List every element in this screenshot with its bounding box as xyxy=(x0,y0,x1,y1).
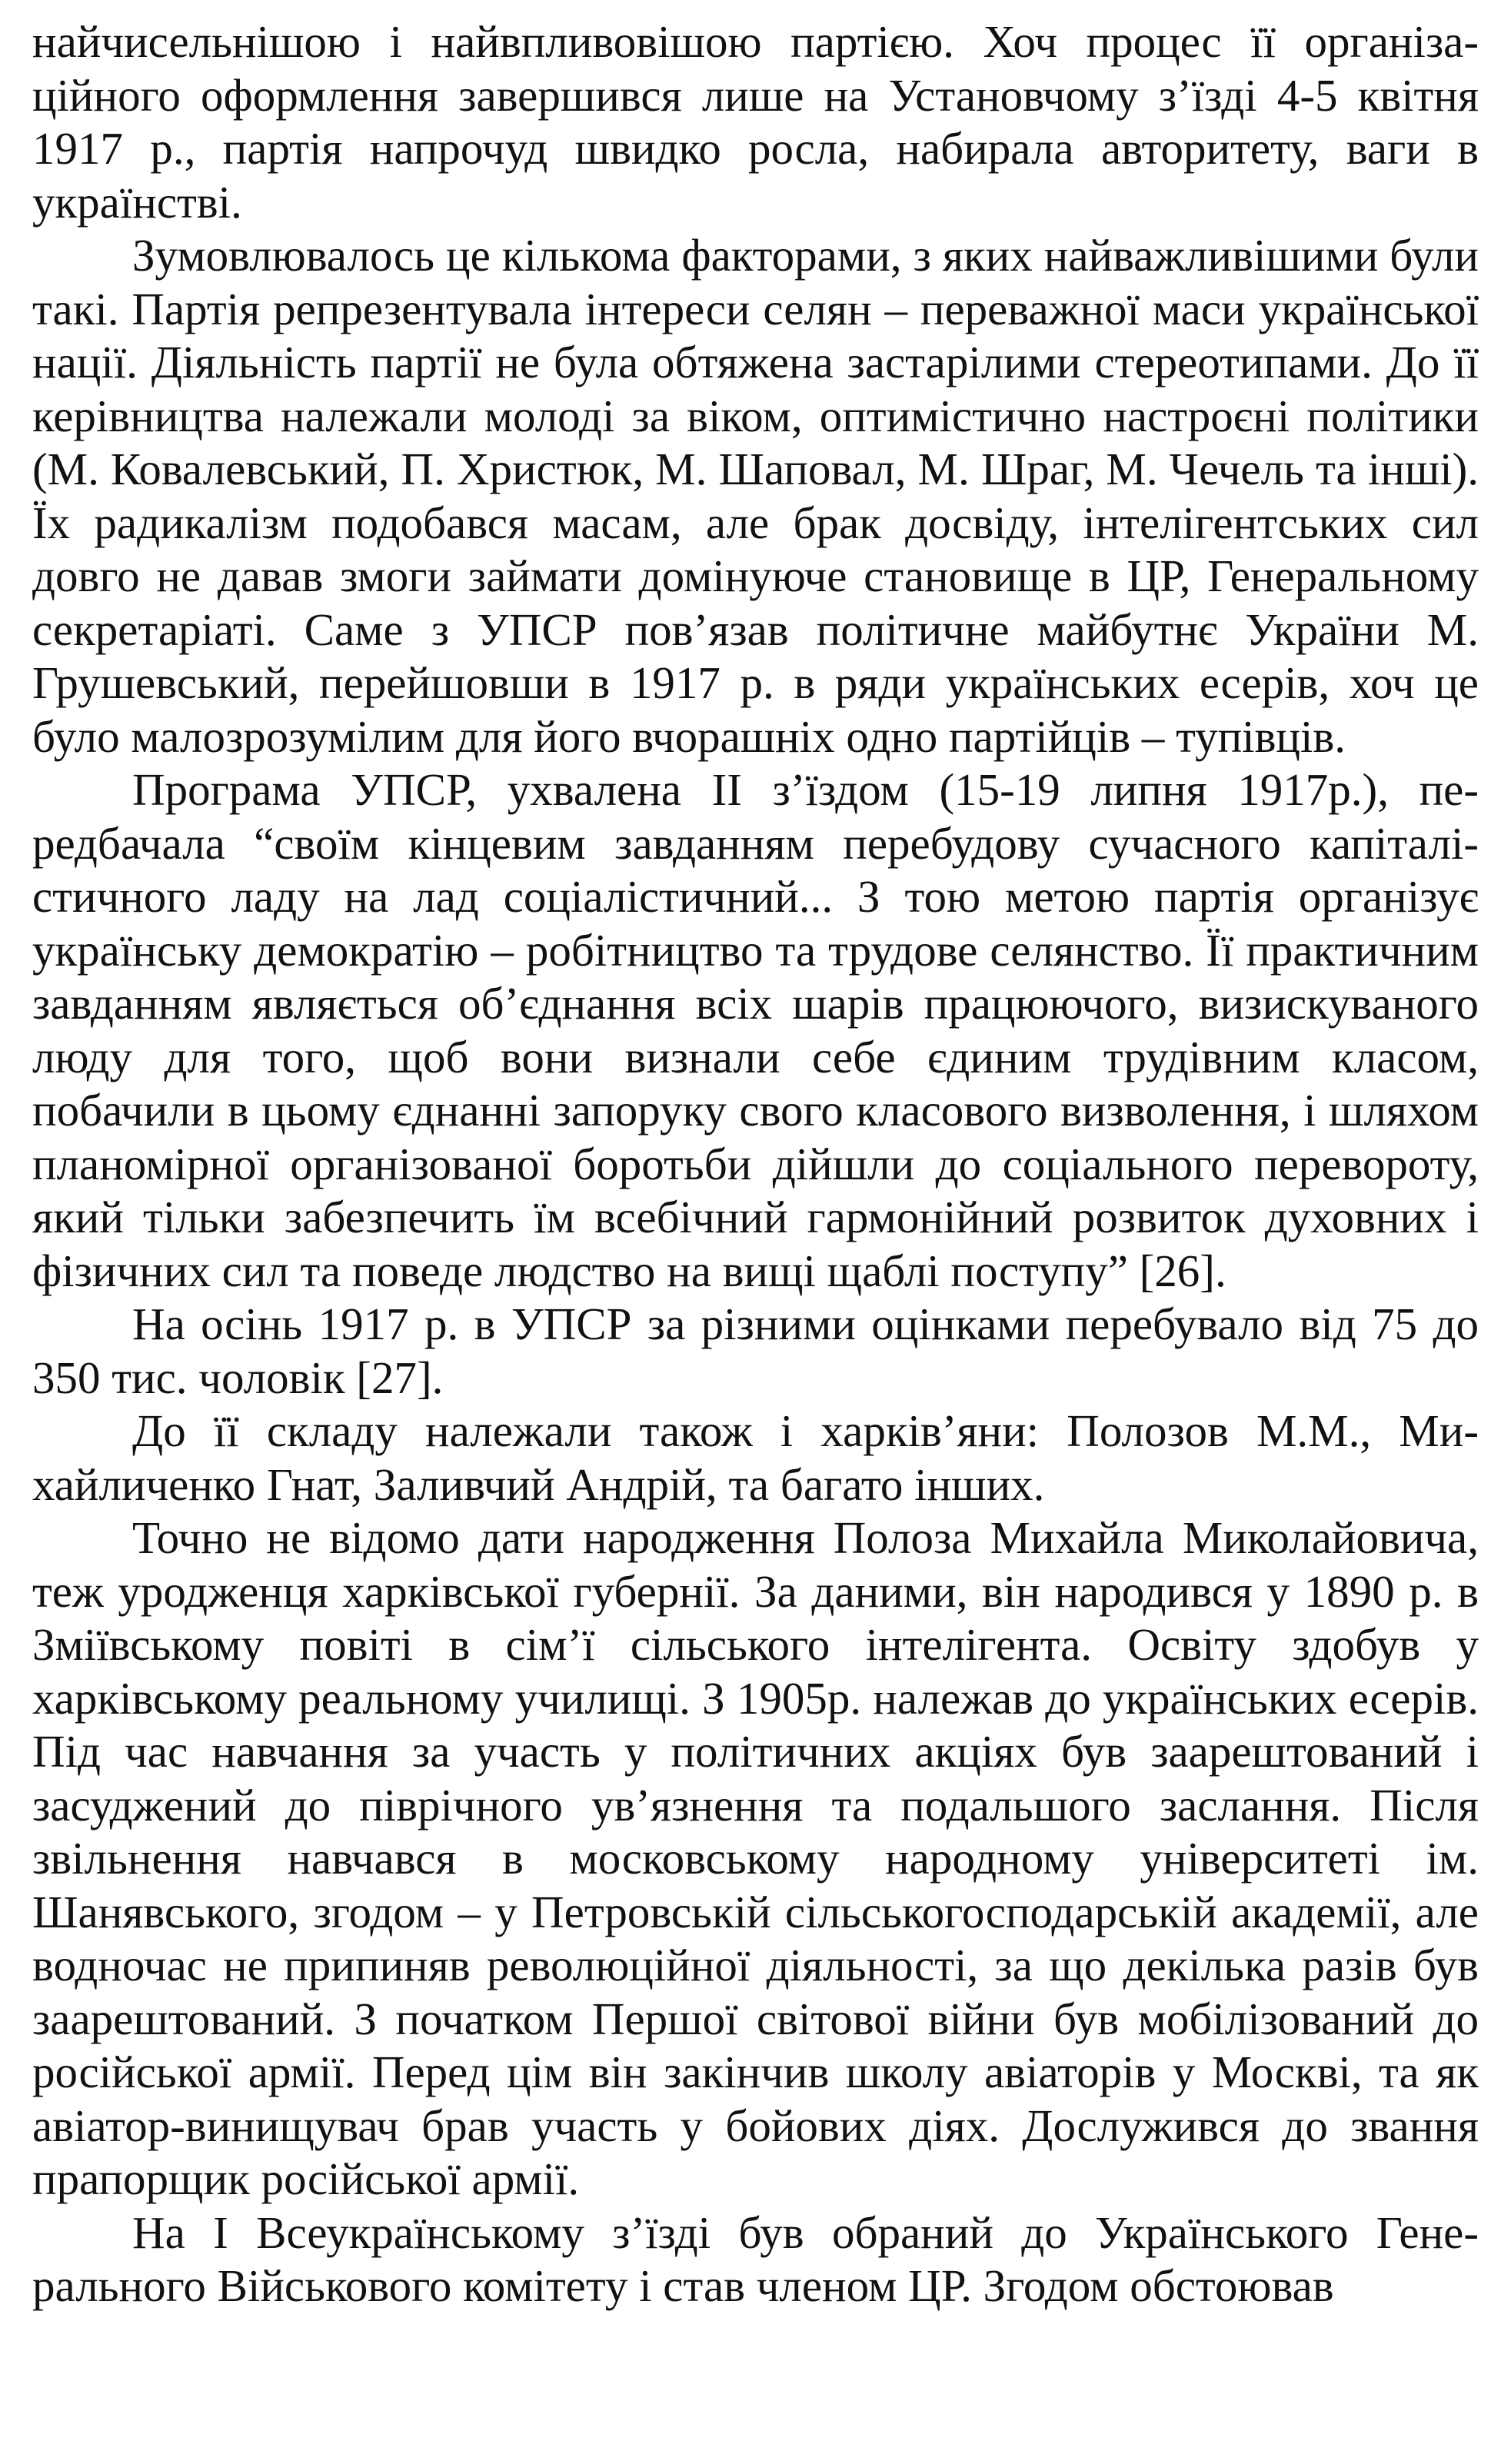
paragraph-7: На I Всеукраїнському з’їзді був обраний до Українського Генерального Військового комітету і став членом ЦР. Згодом обстоював xyxy=(32,2206,1479,2311)
paragraph-2: Зумовлювалось це кількома факторами, з яких найважливішими були такі. Партія репрезентувала інтереси селян – переважної маси української нації. Діяльність партії не була обтяжена застарілими стереотипами. До її керівництва належали молоді за віком, оптимістично настроєні політики (М. Ковалевський, П. Христюк, М. Шаповал, М. Шраг, М. Чечель та інші). Їх радикалізм подобався масам, але брак досвіду, інтелігентських сил довго не давав змоги займати домінуюче становище в ЦР, Генеральному секретаріаті. Саме з УПСР пов’язав політичне майбутнє України М. Грушевський, перейшовши в 1917 р. в ряди українських есерів, хоч це було малозрозумілим для його вчорашніх одно партійців – тупівців. xyxy=(32,230,1479,762)
paragraph-6: Точно не відомо дати народження Полоза Михайла Миколайовича, теж уродженця харківської губернії. За даними, він народився у 1890 р. в Зміївському повіті в сім’ї сільського інтелігента. Освіту здобув у харківському реальному училищі. З 1905р. належав до українських есерів. Під час навчання за участь у політичних акціях був заарештований і засуджений до піврічного ув’язнення та подальшого заслання. Після звільнення навчався в московському народному університеті ім. Шанявського, згодом – у Петровській сільськогосподарській академії, але водночас не припиняв революційної діяльності, за що декілька разів був заарештований. З початком Першої світової війни був мобілізований до російської армії. Перед цім він закінчив школу авіаторів у Москві, та як авіатор-винищувач брав участь у бойових діях. Дослужився до звання прапорщик російської армії. xyxy=(32,1512,1479,2204)
paragraph-5: До її складу належали також і харків’яни: Полозов М.М., Михайличенко Гнат, Заливчий Андрій, та багато інших. xyxy=(32,1405,1479,1510)
paragraph-4: На осінь 1917 р. в УПСР за різними оцінками перебувало від 75 до 350 тис. чоловік [27]. xyxy=(32,1299,1479,1403)
paragraph-3: Програма УПСР, ухвалена II з’їздом (15-19 липня 1917р.), передбачала “своїм кінцевим завданням перебудову сучасного капіталістичного ладу на лад соціалістичний... З тою метою партія організує українську демократію – робітництво та трудове селянство. Її практичним завданням являється об’єднання всіх шарів працюючого, визискуваного люду для того, щоб вони визнали себе єдиним трудівним класом, побачили в цьому єднанні запоруку свого класового визволення, і шляхом планомірної організованої боротьби дійшли до соціального перевороту, який тільки забезпечить їм всебічний гармонійний розвиток духовних і фізичних сил та поведе людство на вищі щаблі поступу” [26]. xyxy=(32,764,1479,1296)
paragraph-1: найчисельнішою і найвпливовішою партією. Хоч процес її організаційного оформлення завершився лише на Установчому з’їзді 4-5 квітня 1917 р., партія напрочуд швидко росла, набирала авторитету, ваги в українстві. xyxy=(32,16,1479,228)
